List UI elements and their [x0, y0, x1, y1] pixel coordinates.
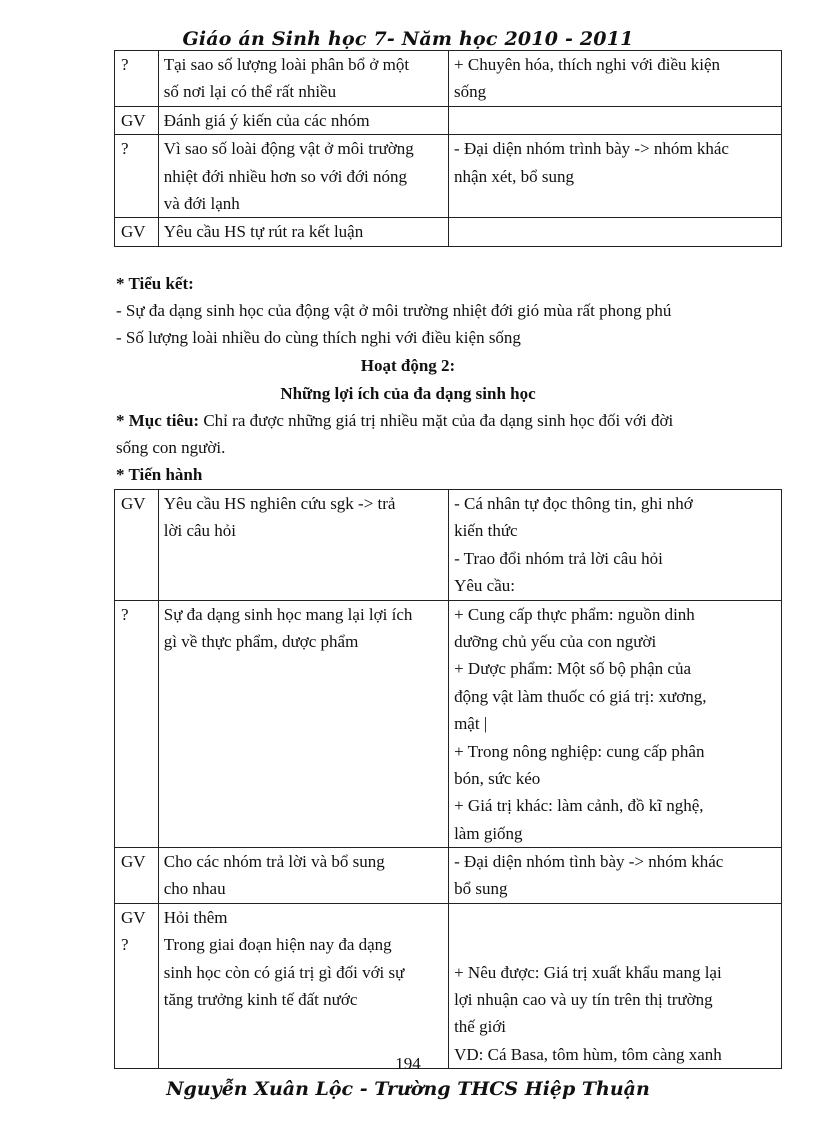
cell-line: + Dược phẩm: Một số bộ phận của: [454, 659, 692, 679]
cell-line: ?: [121, 935, 129, 955]
cell-line: [115, 163, 158, 190]
cell-line: Yêu cầu:: [454, 576, 515, 596]
cell-line: động vật làm thuốc có giá trị: xương,: [454, 686, 707, 706]
cell-line: và đới lạnh: [163, 193, 240, 213]
cell-line: [115, 986, 158, 1013]
cell-line: [115, 545, 158, 572]
table-row: [115, 106, 782, 134]
teacher-activity-cell: [158, 106, 448, 134]
cell-line: bón, sức kéo: [454, 768, 541, 788]
cell-line: Tại sao số lượng loài phân bổ ở một: [163, 55, 410, 74]
cell-line: + Chuyên hóa, thích nghi với điều kiện: [454, 55, 721, 74]
cell-line: - Đại diện nhóm tình bày -> nhóm khác: [454, 852, 724, 872]
cell-line: GV: [121, 494, 146, 513]
cell-line: [115, 710, 158, 737]
cell-line: tăng trưởng kinh tế đất nước: [163, 990, 358, 1010]
cell-line: lợi nhuận cao và uy tín trên thị trường: [454, 990, 713, 1010]
activity-title: Hoạt động 2:: [360, 356, 456, 375]
procedure-label: * Tiến hành: [116, 465, 203, 484]
cell-line: [159, 1013, 448, 1040]
cell-line: [115, 517, 158, 544]
cell-line: số nơi lại có thể rất nhiều: [163, 82, 337, 102]
table-row: [115, 600, 782, 848]
cell-line: [115, 765, 158, 792]
page-number: 194: [395, 1054, 421, 1073]
cell-line: [449, 218, 781, 245]
cell-line: ?: [121, 604, 129, 624]
cell-line: [115, 738, 158, 765]
cell-line: Trong giai đoạn hiện nay đa dạng: [163, 935, 392, 955]
table-row: [115, 135, 782, 218]
cell-line: dưỡng chủ yếu của con người: [454, 631, 657, 651]
cell-line: [115, 820, 158, 847]
cell-line: [159, 683, 448, 710]
goal-line-1: [116, 407, 673, 434]
cell-line: [449, 107, 781, 134]
cell-line: [159, 765, 448, 792]
cell-line: gì về thực phẩm, dược phẩm: [163, 631, 359, 651]
page-footer: Nguyễn Xuân Lộc - Trường THCS Hiệp Thuận: [166, 1078, 650, 1100]
page-header: Giáo án Sinh học 7- Năm học 2010 - 2011: [182, 28, 634, 50]
cell-line: GV: [121, 907, 146, 927]
cell-line: GV: [121, 110, 146, 130]
cell-line: [159, 545, 448, 572]
student-activity-cell: [449, 490, 782, 601]
lesson-table-1: [114, 50, 782, 247]
teacher-activity-cell: [158, 848, 448, 904]
cell-line: + Giá trị khác: làm cảnh, đồ kĩ nghệ,: [454, 796, 704, 816]
cell-line: [115, 655, 158, 682]
cell-line: [115, 190, 158, 217]
cell-line: [115, 875, 158, 902]
cell-line: [115, 683, 158, 710]
cell-line: [449, 190, 781, 217]
cell-line: [449, 904, 781, 931]
table-row: [115, 218, 782, 246]
cell-line: Yêu cầu HS nghiên cứu sgk -> trả: [163, 494, 396, 513]
cell-line: [115, 572, 158, 599]
role-cell: [115, 490, 159, 601]
student-activity-cell: [449, 218, 782, 246]
role-cell: [115, 600, 159, 848]
role-cell: [115, 903, 159, 1068]
student-activity-cell: [449, 106, 782, 134]
cell-line: [115, 959, 158, 986]
teacher-activity-cell: [158, 903, 448, 1068]
role-cell: [115, 135, 159, 218]
teacher-activity-cell: [158, 135, 448, 218]
goal-text: Chỉ ra được những giá trị nhiều mặt của đa dạng sinh học đối với đời: [199, 411, 674, 430]
cell-line: [159, 572, 448, 599]
cell-line: Cho các nhóm trả lời và bổ sung: [163, 852, 385, 872]
student-activity-cell: [449, 600, 782, 848]
cell-line: mật |: [454, 714, 488, 734]
cell-line: Yêu cầu HS tự rút ra kết luận: [163, 222, 364, 242]
activity-subtitle: Những lợi ích của đa dạng sinh học: [280, 384, 536, 403]
cell-line: lời câu hỏi: [163, 521, 237, 541]
cell-line: GV: [121, 222, 146, 242]
cell-line: ?: [121, 139, 129, 159]
cell-line: [159, 655, 448, 682]
goal-label: * Mục tiêu:: [116, 411, 200, 430]
table-row: [115, 490, 782, 601]
role-cell: [115, 106, 159, 134]
student-activity-cell: [449, 848, 782, 904]
cell-line: Hỏi thêm: [163, 907, 228, 927]
cell-line: [159, 820, 448, 847]
cell-line: sống: [454, 82, 487, 102]
student-activity-cell: [449, 903, 782, 1068]
cell-line: [115, 628, 158, 655]
cell-line: [115, 78, 158, 105]
teacher-activity-cell: [158, 51, 448, 107]
cell-line: Đánh giá ý kiến của các nhóm: [163, 110, 370, 130]
table-row: [115, 848, 782, 904]
role-cell: [115, 848, 159, 904]
cell-line: [159, 792, 448, 819]
cell-line: ?: [121, 55, 129, 74]
cell-line: - Trao đổi nhóm trả lời câu hỏi: [454, 548, 663, 568]
cell-line: [159, 710, 448, 737]
summary-line-2: - Số lượng loài nhiều do cùng thích nghi với điều kiện sống: [116, 328, 521, 347]
cell-line: + Cung cấp thực phẩm: nguồn dinh: [454, 604, 695, 624]
teacher-activity-cell: [158, 218, 448, 246]
cell-line: - Đại diện nhóm trình bày -> nhóm khác: [454, 139, 729, 159]
goal-line-2: sống con người.: [116, 438, 226, 457]
cell-line: sinh học còn có giá trị gì đối với sự: [163, 962, 405, 982]
student-activity-cell: [449, 51, 782, 107]
student-activity-cell: [449, 135, 782, 218]
table-row: [115, 51, 782, 107]
cell-line: Vì sao số loài động vật ở môi trường: [163, 139, 414, 159]
cell-line: - Cá nhân tự đọc thông tin, ghi nhớ: [454, 494, 693, 513]
cell-line: + Nêu được: Giá trị xuất khẩu mang lại: [454, 962, 722, 982]
table-row: [115, 903, 782, 1068]
cell-line: Sự đa dạng sinh học mang lại lợi ích: [163, 604, 413, 624]
cell-line: GV: [121, 852, 146, 872]
summary-title: * Tiểu kết:: [116, 274, 194, 293]
cell-line: làm giống: [454, 823, 523, 843]
cell-line: nhận xét, bổ sung: [454, 166, 574, 186]
cell-line: + Trong nông nghiệp: cung cấp phân: [454, 741, 705, 761]
role-cell: [115, 51, 159, 107]
role-cell: [115, 218, 159, 246]
summary-line-1: - Sự đa dạng sinh học của động vật ở môi trường nhiệt đới gió mùa rất phong phú: [116, 301, 672, 320]
cell-line: cho nhau: [163, 879, 226, 899]
cell-line: [159, 738, 448, 765]
lesson-table-2: [114, 489, 782, 1069]
cell-line: nhiệt đới nhiều hơn so với đới nóng: [163, 166, 408, 186]
cell-line: [115, 792, 158, 819]
teacher-activity-cell: [158, 600, 448, 848]
cell-line: [115, 1013, 158, 1040]
cell-line: thế giới: [454, 1017, 507, 1037]
cell-line: [449, 931, 781, 958]
cell-line: bổ sung: [454, 879, 508, 899]
cell-line: kiến thức: [454, 521, 518, 541]
teacher-activity-cell: [158, 490, 448, 601]
cell-line: VD: Cá Basa, tôm hùm, tôm càng xanh: [454, 1044, 722, 1064]
